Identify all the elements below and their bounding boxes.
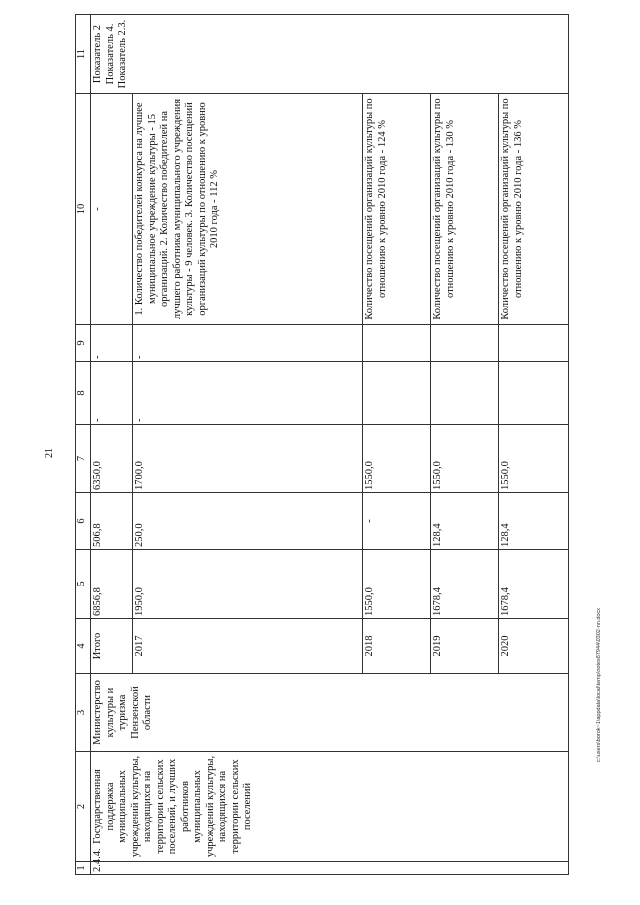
item-number: 2.4.4. [91, 862, 569, 875]
total-funding: 6856,8 [91, 550, 133, 619]
header-cell: 8 [76, 362, 91, 425]
footer-file-path-text: c:\users\borok~1\appdata\local\temp\notes87944\0302-nn.docx [596, 608, 602, 762]
col9-cell [499, 325, 569, 362]
total-funding: 1678,4 [431, 550, 499, 619]
header-cell: 9 [76, 325, 91, 362]
header-cell: 1 [76, 862, 91, 875]
funding-col7: 1550,0 [499, 425, 569, 493]
header-cell: 7 [76, 425, 91, 493]
header-cell: 6 [76, 493, 91, 550]
table-row-total [91, 15, 133, 875]
header-cell: 10 [76, 94, 91, 325]
header-cell: 11 [76, 15, 91, 94]
funding-col6: - [363, 493, 431, 550]
year-cell: Итого [91, 619, 133, 674]
year-cell: 2018 [363, 619, 431, 674]
year-cell: 2017 [133, 619, 363, 674]
funding-col6: 250,0 [133, 493, 363, 550]
col8-cell [431, 362, 499, 425]
funding-col6: 128,4 [499, 493, 569, 550]
result-cell: - [91, 94, 133, 325]
result-cell: Количество посещений организаций культуры по отношению к уровню 2010 года - 136 % [499, 94, 569, 325]
col9-cell [431, 325, 499, 362]
year-cell: 2020 [499, 619, 569, 674]
col8-cell: - [133, 362, 363, 425]
funding-col6: 128,4 [431, 493, 499, 550]
header-row [76, 15, 91, 875]
funding-col7: 1700,0 [133, 425, 363, 493]
funding-col6: 506,8 [91, 493, 133, 550]
rotated-table-frame [75, 19, 585, 875]
result-cell: Количество посещений организаций культуры по отношению к уровню 2010 года - 124 % [363, 94, 431, 325]
total-funding: 1678,4 [499, 550, 569, 619]
page-number: 21 [44, 448, 55, 458]
year-cell: 2019 [431, 619, 499, 674]
funding-col7: 6350,0 [91, 425, 133, 493]
header-cell: 5 [76, 550, 91, 619]
col9-cell [363, 325, 431, 362]
funding-col7: 1550,0 [363, 425, 431, 493]
header-cell: 2 [76, 752, 91, 862]
header-cell: 3 [76, 674, 91, 752]
total-funding: 1950,0 [133, 550, 363, 619]
indicator-refs: Показатель 2 Показатель 4. Показатель 2.3. [91, 15, 569, 94]
measure-name: Государственная поддержка муниципальных учреждений культуры, находящихся на территории сельских поселений, и лучших работников муниципальных учреждений культуры, находящихся на территории сельских поселений [91, 752, 569, 862]
col8-cell [499, 362, 569, 425]
col8-cell [363, 362, 431, 425]
col8-cell: - [91, 362, 133, 425]
result-cell: 1. Количество победителей конкурса на лучшее муниципальное учреждение культуры - 15 организаций. 2. Количество победителей на лучшего работника муниципального учреждения культуры - 9 человек. 3. Количество посещений организаций культуры по отношению к уровню 2010 года - 112 % [133, 94, 363, 325]
responsible-executor: Министерство культуры и туризма Пензенской области [91, 674, 569, 752]
program-table [75, 14, 569, 875]
col9-cell: - [133, 325, 363, 362]
total-funding: 1550,0 [363, 550, 431, 619]
header-cell: 4 [76, 619, 91, 674]
col9-cell: - [91, 325, 133, 362]
funding-col7: 1550,0 [431, 425, 499, 493]
result-cell: Количество посещений организаций культуры по отношению к уровню 2010 года - 130 % [431, 94, 499, 325]
